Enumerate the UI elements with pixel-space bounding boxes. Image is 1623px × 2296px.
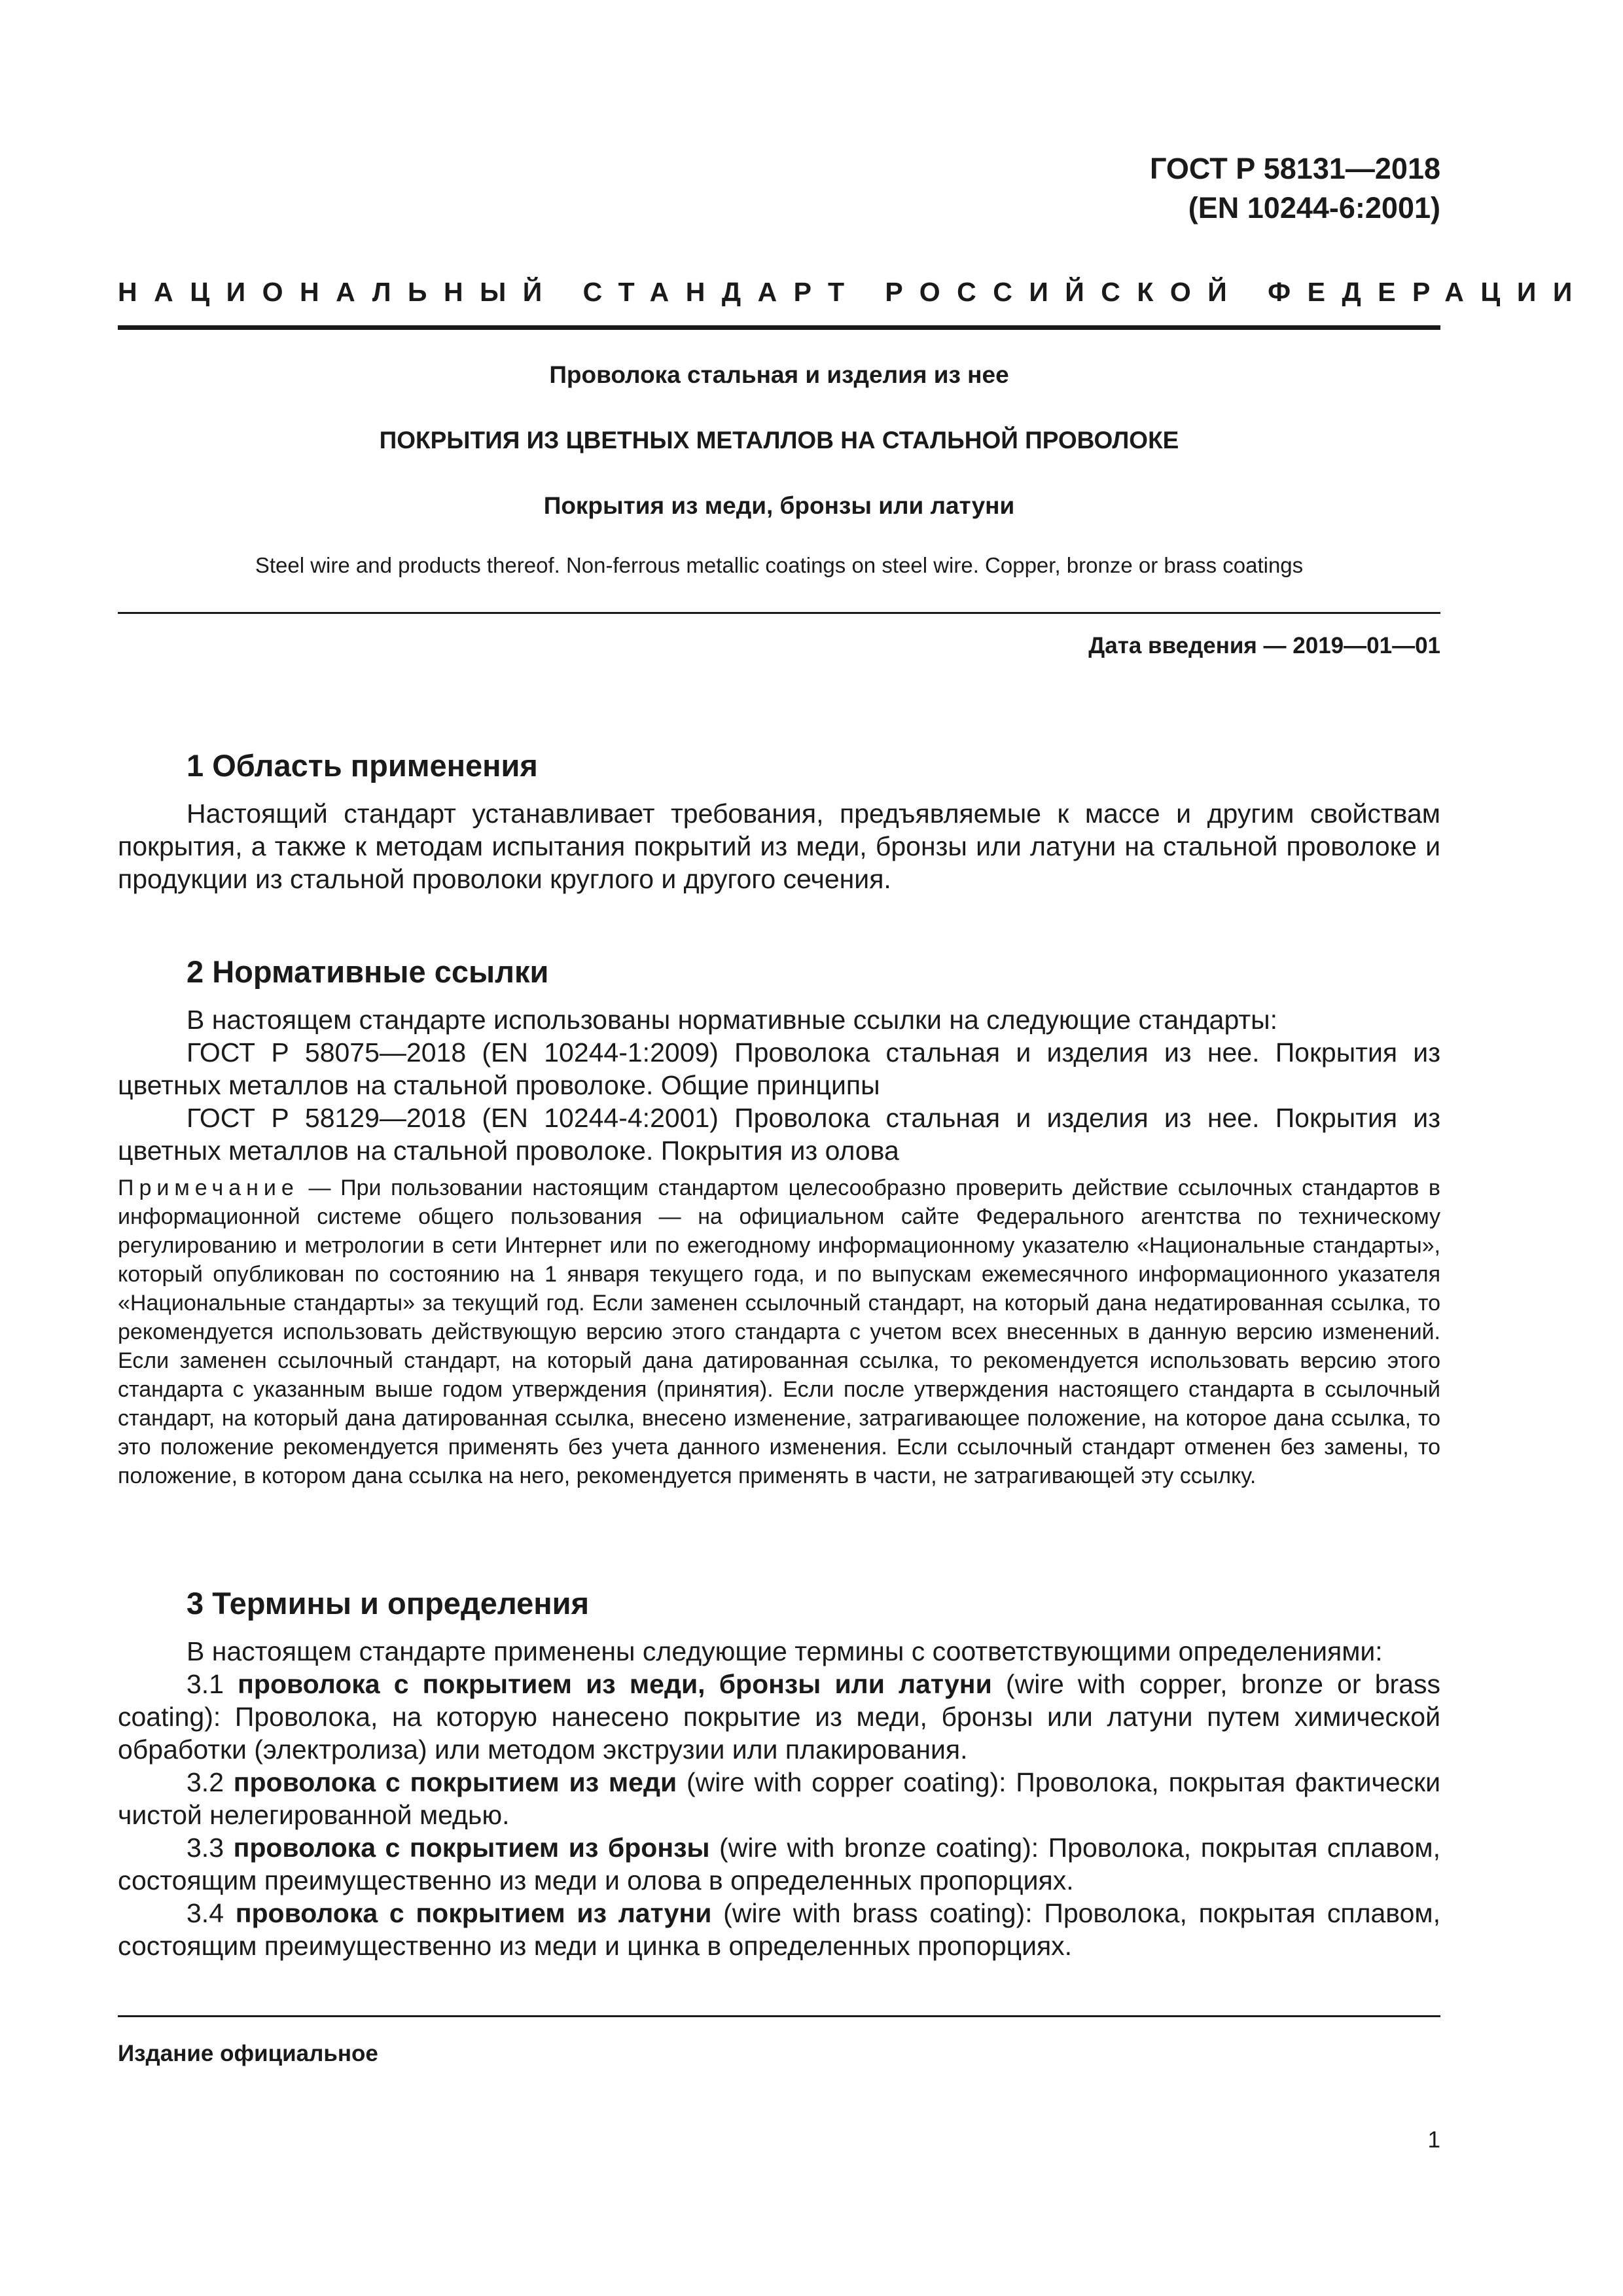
term-definition: (wire with bronze coating): Проволока, покрытая сплавом, состоящим преимущественно из меди и олова в определенных пропорциях.	[118, 1833, 1440, 1895]
paragraph: В настоящем стандарте использованы нормативные ссылки на следующие стандарты:	[187, 1005, 1278, 1035]
footer-divider	[118, 2015, 1440, 2017]
term-number: 3.4	[187, 1898, 236, 1928]
page-number: 1	[1427, 2127, 1440, 2153]
standard-number	[1150, 149, 1440, 228]
term-number: 3.1	[187, 1669, 238, 1699]
standard-number-gost: ГОСТ Р 58131—2018	[1149, 152, 1440, 185]
introduction-date: Дата введения — 2019—01—01	[1088, 633, 1440, 658]
term-name: проволока с покрытием из меди, бронзы или латуни	[238, 1669, 992, 1699]
term-definition: (wire with copper, bronze or brass coating): Проволока, на которую нанесено покрытие из меди, бронзы или латуни путем химической обработки (электролиза) или методом экструзии или плакирования.	[118, 1669, 1440, 1765]
note-text: — При пользовании настоящим стандартом целесообразно проверить действие ссылочных стандартов в информационной системе общего пользования — на официальном сайте Федерального агентства по техническому регулированию и метрологии в сети Интернет или по ежегодному информационному указателю «Национальные стандарты», который опубликован по состоянию на 1 января текущего года, и по выпускам ежемесячного информационного указателя «Национальные стандарты» за текущий год. Если заменен ссылочный стандарт, на который дана недатированная ссылка, то рекомендуется использовать действующую версию этого стандарта с учетом всех внесенных в данную версию изменений. Если заменен ссылочный стандарт, на который дана датированная ссылка, то рекомендуется использовать версию этого стандарта с указанным выше годом утверждения (принятия). Если после утверждения настоящего стандарта в ссылочный стандарт, на который дана датированная ссылка, внесено изменение, затрагивающее положение, на которое дана ссылка, то это положение рекомендуется применять без учета данного изменения. Если ссылочный стандарт отменен без замены, то положение, в котором дана ссылка на него, рекомендуется применять в части, не затрагивающей эту ссылку.	[118, 1175, 1440, 1488]
note	[118, 1174, 1440, 1490]
document-title-specific: Покрытия из меди, бронзы или латуни	[543, 492, 1015, 519]
document-title-english: Steel wire and products thereof. Non-ferrous metallic coatings on steel wire. Copper, bronze or brass coatings	[255, 553, 1304, 577]
term-entry	[118, 1897, 1440, 1962]
header-divider	[118, 325, 1440, 330]
term-definition: (wire with brass coating): Проволока, покрытая сплавом, состоящим преимущественно из меди и цинка в определенных пропорциях.	[118, 1898, 1440, 1961]
paragraph: Настоящий стандарт устанавливает требования, предъявляемые к массе и другим свойствам покрытия, а также к методам испытания покрытий из меди, бронзы или латуни на стальной проволоке и продукции из стальной проволоки круглого и другого сечения.	[118, 798, 1440, 894]
document-title-general: Проволока стальная и изделия из нее	[549, 361, 1009, 388]
document-page	[118, 0, 1589, 2296]
document-title-main: ПОКРЫТИЯ ИЗ ЦВЕТНЫХ МЕТАЛЛОВ НА СТАЛЬНОЙ ПРОВОЛОКЕ	[379, 427, 1179, 454]
term-number: 3.3	[187, 1833, 234, 1863]
section-heading: 2 Нормативные ссылки	[187, 954, 549, 989]
title-divider	[118, 612, 1440, 614]
reference-item: ГОСТ Р 58129—2018 (EN 10244-4:2001) Проволока стальная и изделия из нее. Покрытия из цветных металлов на стальной проволоке. Покрытия из олова	[118, 1103, 1440, 1166]
term-entry	[118, 1766, 1440, 1831]
official-edition-label: Издание официальное	[118, 2041, 378, 2066]
term-name: проволока с покрытием из бронзы	[233, 1833, 710, 1863]
paragraph: В настоящем стандарте применены следующие термины с соответствующими определениями:	[187, 1636, 1383, 1666]
note-label: Примечание	[118, 1175, 299, 1200]
section-terms-definitions	[118, 1584, 1440, 1962]
standard-number-en: (EN 10244-6:2001)	[1188, 191, 1440, 224]
reference-item: ГОСТ Р 58075—2018 (EN 10244-1:2009) Проволока стальная и изделия из нее. Покрытия из цветных металлов на стальной проволоке. Общие принципы	[118, 1037, 1440, 1100]
term-definition: (wire with copper coating): Проволока, покрытая фактически чистой нелегированной медью.	[118, 1767, 1440, 1830]
section-heading: 1 Область применения	[187, 748, 538, 783]
term-name: проволока с покрытием из латуни	[235, 1898, 712, 1928]
section-normative-references	[118, 952, 1440, 1490]
section-heading: 3 Термины и определения	[187, 1586, 589, 1621]
section-scope	[118, 746, 1440, 895]
national-standard-title: НАЦИОНАЛЬНЫЙ СТАНДАРТ РОССИЙСКОЙ ФЕДЕРАЦИИ	[118, 277, 1589, 307]
term-number: 3.2	[187, 1767, 234, 1797]
term-name: проволока с покрытием из меди	[233, 1767, 677, 1797]
term-entry	[118, 1668, 1440, 1766]
term-entry	[118, 1831, 1440, 1897]
